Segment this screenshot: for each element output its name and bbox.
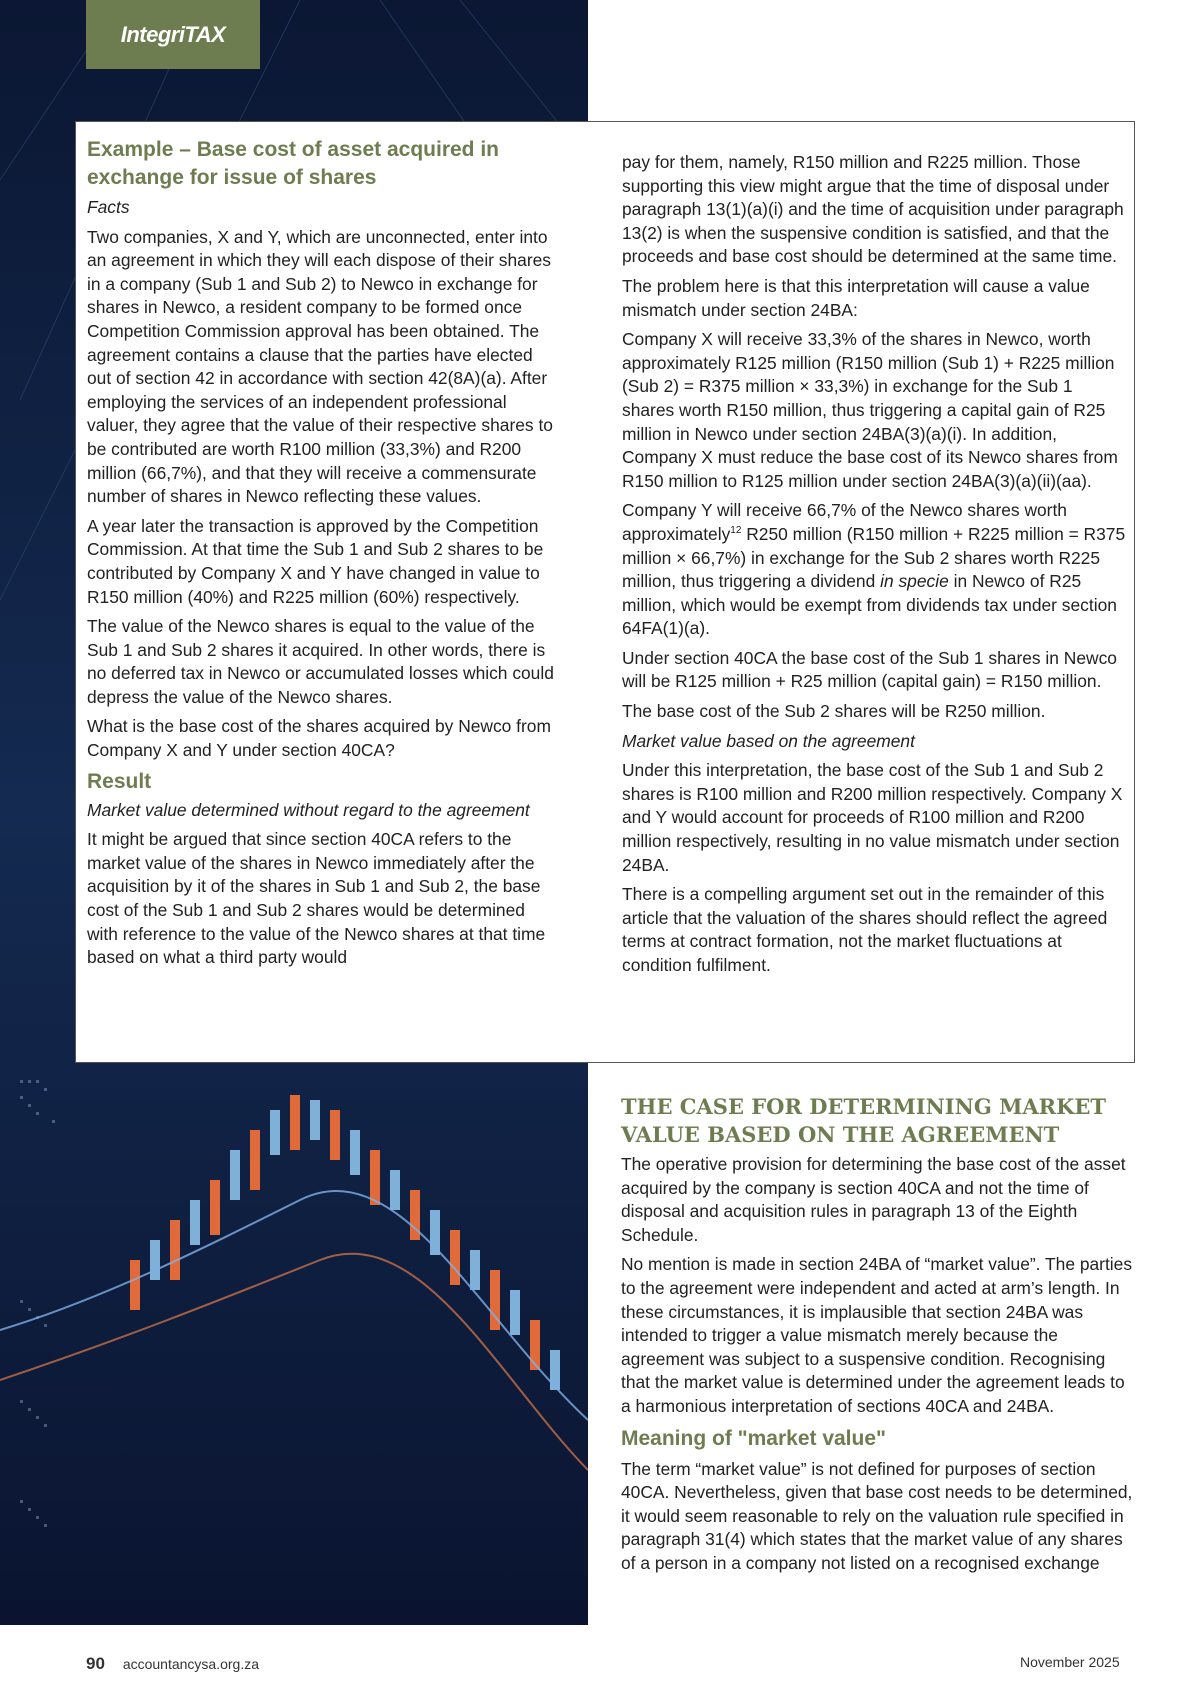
mv-agreement-label: Market value based on the agreement: [622, 730, 915, 751]
right-paragraph-6: The base cost of the Sub 2 shares will be R250 million.: [622, 701, 1046, 722]
right-paragraph-4: [622, 499, 1127, 641]
facts-paragraph-2: A year later the transaction is approved by the Competition Commission. At that time the Sub 1 and Sub 2 shares to be contributed by Company X and Y have changed in value to R150 million (40%) and R225 million (60%) respectively.: [87, 515, 544, 607]
footer-left: [86, 1654, 259, 1674]
mv-without-agreement-label: Market value determined without regard to the agreement: [87, 799, 530, 820]
right-paragraph-5: Under section 40CA the base cost of the Sub 1 shares in Newco will be R125 million + R25 million (capital gain) = R150 million.: [622, 647, 1117, 692]
example-left-column: [87, 136, 557, 976]
section-paragraph-2: No mention is made in section 24BA of “market value”. The parties to the agreement were independent and acted at arm’s length. In these circumstances, it is implausible that section 24BA was intended to trigger a value mismatch merely because the agreement was subject to a suspensive condition. Recognising that the market value is determined under the agreement leads to a harmonious interpretation of sections 40CA and 24BA.: [621, 1254, 1133, 1416]
page-number: 90: [86, 1654, 105, 1673]
p4-part-c: in Newco of R25 million, which would be exempt from dividends tax under section 64FA(1)(a).: [622, 571, 1117, 639]
p4-part-b: R250 million (R150 million + R225 million = R375 million × 66,7%) in exchange for the Sub 2 shares worth R225 million, thus triggering a dividend: [622, 523, 1126, 592]
right-paragraph-3: Company X will receive 33,3% of the shares in Newco, worth approximately R125 million (R150 million (Sub 1) + R225 million (Sub 2) = R375 million × 33,3%) in exchange for the Sub 1 shares worth R150 million, thus triggering a capital gain of R25 million in Newco under section 24BA(3)(a)(i). In addition, Company X must reduce the base cost of its Newco shares from R150 million to R125 million under section 24BA(3)(a)(ii)(aa).: [622, 329, 1118, 491]
facts-paragraph-1: Two companies, X and Y, which are unconnected, enter into an agreement in which they will each dispose of their shares in a company (Sub 1 and Sub 2) to Newco in exchange for shares in Newco, a resident company to be formed once Competition Commission approval has been obtained. The agreement contains a clause that the parties have elected out of section 42 in accordance with section 42(8A)(a). After employing the services of an independent professional valuer, they agree that the value of their respective shares to be contributed are worth R100 million (33,3%) and R200 million (66,7%), and that they will receive a commensurate number of shares in Newco reflecting these values.: [87, 226, 553, 507]
right-paragraph-7: Under this interpretation, the base cost of the Sub 1 and Sub 2 shares is R100 million and R200 million respectively. Company X and Y would account for proceeds of R100 million and R200 million respectively, resulting in no value mismatch under section 24BA.: [622, 760, 1123, 875]
right-paragraph-1: pay for them, namely, R150 million and R225 million. Those supporting this view might argue that the time of disposal under paragraph 13(1)(a)(i) and the time of acquisition under paragraph 13(2) is when the suspensive condition is satisfied, and that the proceeds and base cost should be determined at the same time.: [622, 152, 1124, 267]
facts-label: Facts: [87, 197, 130, 217]
site-url[interactable]: accountancysa.org.za: [122, 1656, 260, 1672]
p4-emphasis: in specie: [880, 571, 949, 592]
section-paragraph-1: The operative provision for determining the base cost of the asset acquired by the company is section 40CA and not the time of disposal and acquisition rules in paragraph 13 of the Eighth Schedule.: [621, 1154, 1126, 1245]
section-heading: THE CASE FOR DETERMINING MARKET VALUE BASED ON THE AGREEMENT: [621, 1094, 1106, 1147]
example-right-column: [622, 151, 1127, 984]
main-section: [621, 1093, 1133, 1582]
section-paragraph-3: The term “market value” is not defined for purposes of section 40CA. Nevertheless, given that base cost needs to be determined, it would seem reasonable to rely on the valuation rule specified in paragraph 31(4) which states that the market value of any shares of a person in a company not listed on a recognised exchange: [621, 1458, 1133, 1573]
integritax-logo: [86, 0, 260, 69]
result-label: Result: [87, 769, 152, 793]
example-box: [75, 121, 1135, 1063]
footer-date: November 2025: [1020, 1654, 1120, 1670]
section-subheading: Meaning of "market value": [621, 1426, 886, 1450]
facts-paragraph-3: The value of the Newco shares is equal to the value of the Sub 1 and Sub 2 shares it acquired. In other words, there is no deferred tax in Newco or accumulated losses which could depress the value of the Newco shares.: [87, 616, 554, 707]
right-paragraph-2: The problem here is that this interpretation will cause a value mismatch under section 24BA:: [622, 275, 1090, 320]
p4-part-a: Company Y will receive 66,7% of the Newco shares worth approximately: [622, 500, 1067, 544]
footnote-12: 12: [730, 525, 742, 537]
example-title: Example – Base cost of asset acquired in exchange for issue of shares: [87, 138, 500, 189]
right-paragraph-8: There is a compelling argument set out in the remainder of this article that the valuation of the shares should reflect the agreed terms at contract formation, not the market fluctuations at condition fulfilment.: [622, 884, 1108, 975]
logo-text: IntegriTAX: [120, 21, 226, 47]
facts-paragraph-4: What is the base cost of the shares acquired by Newco from Company X and Y under section 40CA?: [87, 716, 551, 761]
mv-without-agreement-text: It might be argued that since section 40CA refers to the market value of the shares in Newco immediately after the acquisition by it of the shares in Sub 1 and Sub 2, the base cost of the Sub 1 and Sub 2 shares would be determined with reference to the value of the Newco shares at that time based on what a third party would: [87, 829, 546, 968]
